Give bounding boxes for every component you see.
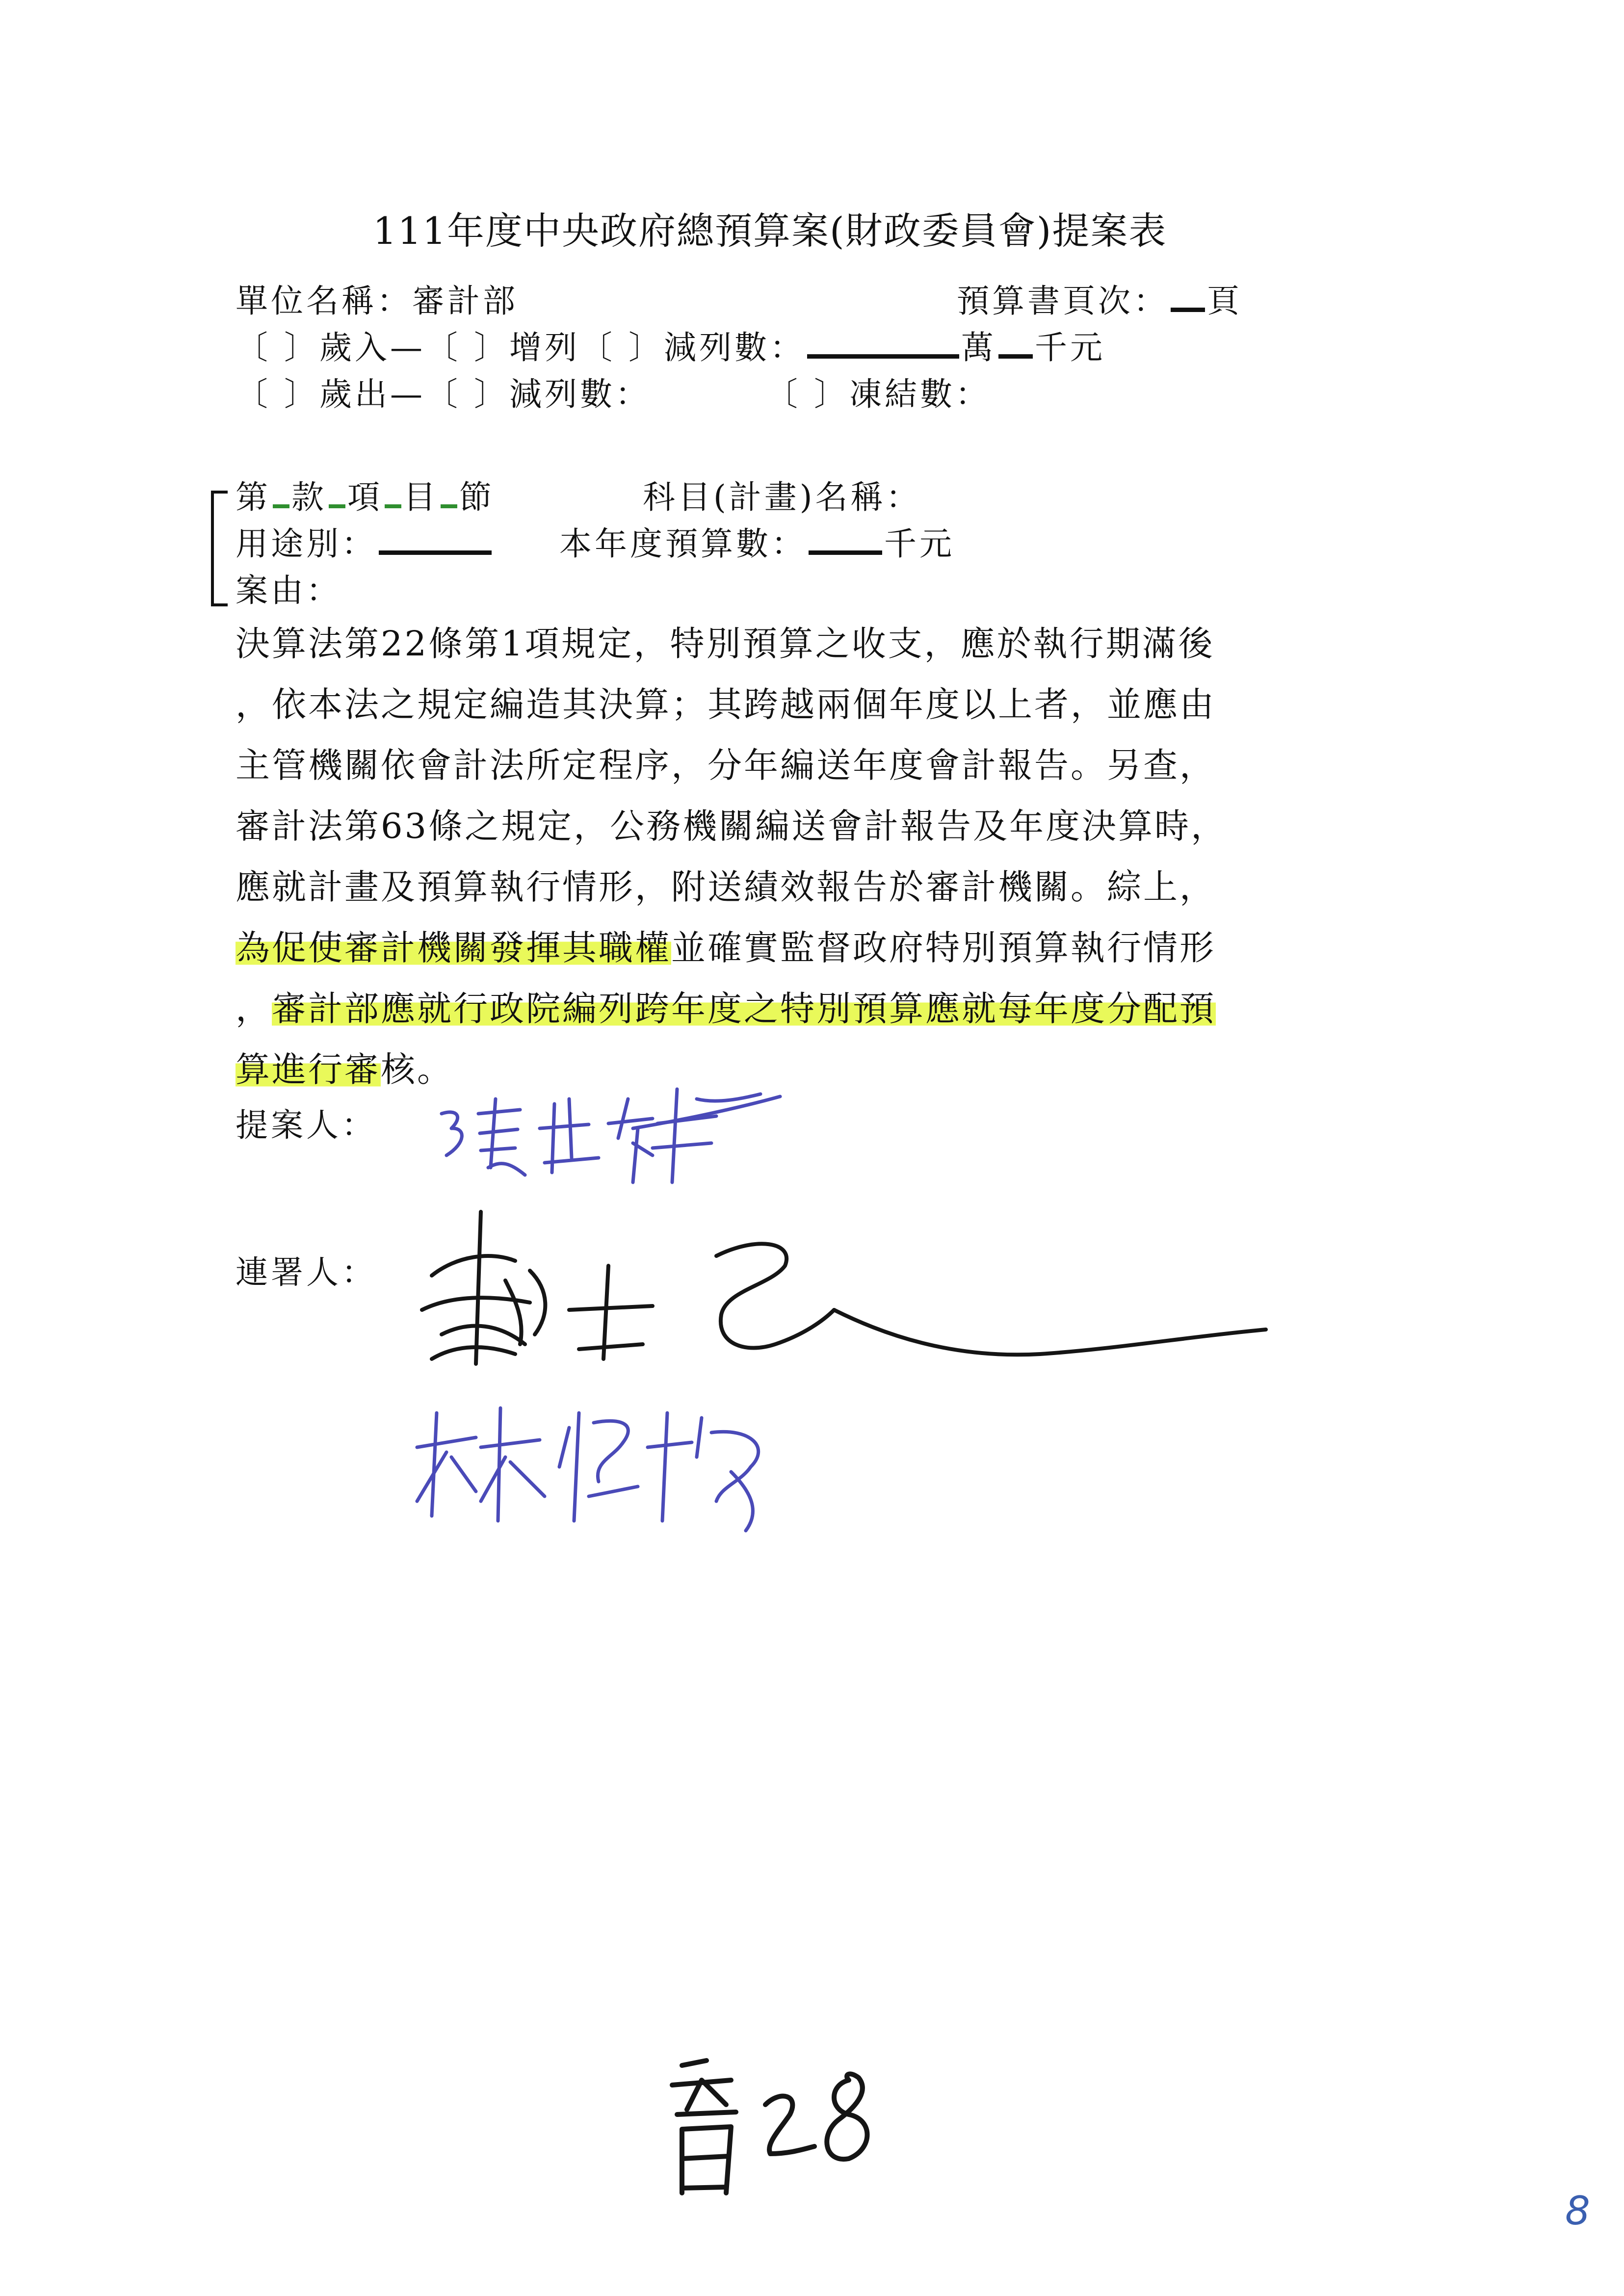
budget-label: 本年度預算數：: [559, 525, 807, 563]
cosigner-signature-2: [407, 1383, 810, 1540]
document-title: 111年度中央政府總預算案(財政委員會)提案表: [373, 209, 1167, 253]
mu-blank: [385, 504, 401, 508]
kuan-blank: [273, 504, 289, 508]
mu-label: 目: [403, 478, 439, 516]
body-line: 審計法第63條之規定，公務機關編送會計報告及年度決算時，: [236, 806, 1228, 846]
cosigner-signature-1: [402, 1197, 1285, 1408]
subject-row: [643, 471, 921, 518]
page-ref-row: [957, 275, 1242, 321]
handwritten-number: [653, 2051, 908, 2213]
expense-row: [236, 368, 651, 415]
page-number: 8: [1565, 2188, 1590, 2234]
cosigner-label: 連署人：: [236, 1253, 377, 1291]
body-line: 應就計畫及預算執行情形，附送績效報告於審計機關。綜上，: [236, 867, 1216, 907]
body-line-highlight-2: [236, 978, 1433, 1039]
highlight-1: 為促使審計機關發揮其職權: [236, 928, 671, 968]
body-comma: ，: [236, 989, 272, 1029]
expense-prefix: 〔 〕歲出—〔 〕減列數：: [236, 375, 651, 413]
di-label: 第: [236, 478, 271, 516]
body-line: ，依本法之規定編造其決算；其跨越兩個年度以上者，並應由: [236, 684, 1216, 725]
budget-row: [559, 518, 955, 564]
unit-label: 單位名稱：: [236, 282, 412, 320]
unit-name: 審計部: [412, 282, 518, 320]
proposer-signature: [422, 1070, 854, 1197]
revenue-prefix: 〔 〕歲入—〔 〕增列〔 〕減列數：: [236, 329, 805, 366]
xiang-blank: [329, 504, 345, 508]
reason-body: [236, 613, 1433, 1100]
body-line: 主管機關依會計法所定程序，分年編送年度會計報告。另查，: [236, 745, 1216, 785]
budget-blank: [809, 550, 882, 555]
page-ref-blank: [1171, 308, 1205, 312]
kuan-label: 款: [291, 478, 327, 516]
revenue-row: [236, 321, 1105, 368]
freeze-label: 〔 〕凍結數：: [765, 375, 991, 413]
body-rest-1: 並確實監督政府特別預算執行情形: [671, 928, 1216, 968]
jie-blank: [441, 504, 457, 508]
subject-label: 科目(計畫)名稱：: [643, 478, 921, 516]
usage-row: [236, 518, 494, 564]
category-row: [236, 471, 495, 518]
freeze-row: [765, 368, 991, 415]
revenue-amount-blank: [807, 354, 959, 359]
revenue-unit: 千元: [1034, 329, 1105, 366]
reason-label: 案由：: [236, 572, 341, 609]
revenue-wan: 萬: [961, 329, 996, 366]
page-ref-label: 預算書頁次：: [957, 282, 1169, 320]
usage-label: 用途別：: [236, 525, 377, 563]
proposer-label: 提案人：: [236, 1106, 377, 1144]
budget-unit: 千元: [884, 525, 955, 563]
revenue-qian-blank: [998, 354, 1033, 359]
usage-blank: [379, 550, 492, 555]
unit-row: [236, 275, 518, 321]
category-bracket: [211, 491, 228, 606]
xiang-label: 項: [347, 478, 383, 516]
body-end: 核。: [381, 1049, 453, 1090]
body-line-highlight-1: [236, 917, 1433, 978]
highlight-3: 算進行審: [236, 1049, 381, 1090]
reason-row: [236, 564, 341, 611]
highlight-2: 審計部應就行政院編列跨年度之特別預算應就每年度分配預: [272, 989, 1216, 1029]
page-ref-suffix: 頁: [1207, 282, 1242, 320]
jie-label: 節: [459, 478, 495, 516]
body-line: 決算法第22條第1項規定，特別預算之收支，應於執行期滿後: [236, 624, 1215, 664]
